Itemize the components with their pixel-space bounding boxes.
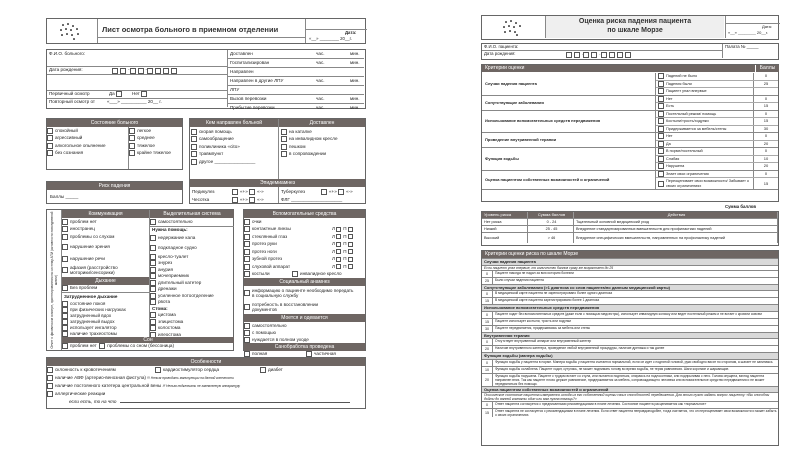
- option-score: 0: [753, 73, 778, 80]
- breathing-title: Дыхание: [62, 277, 149, 285]
- checkbox[interactable]: [658, 133, 664, 139]
- flg-field[interactable]: ФЛГ ____________________: [281, 197, 343, 202]
- morse-score: 0: [482, 291, 493, 297]
- communication-title: Коммуникация: [62, 210, 149, 218]
- aid-item[interactable]: очки: [244, 218, 365, 226]
- criteria-header: Критерии оценки: [482, 65, 755, 72]
- risk-table: [481, 211, 779, 246]
- aids-panel: [243, 209, 366, 357]
- logo-icon: [57, 22, 87, 40]
- criterion-name: Проведение внутривенной терапии: [482, 133, 656, 147]
- morse-row: [482, 373, 778, 386]
- criterion-option[interactable]: [656, 118, 778, 126]
- option-score: 15: [753, 103, 778, 110]
- pediculosis-row: Педикулез «+» «-»: [192, 189, 264, 195]
- morse-score: 0: [482, 271, 493, 277]
- risk-cell: > 46: [528, 233, 574, 243]
- referral-panel: [189, 118, 366, 204]
- checkbox-item[interactable]: рвота: [150, 299, 234, 306]
- checkbox-item[interactable]: склонность к кровотечениям: [47, 367, 116, 373]
- checkbox[interactable]: [658, 163, 664, 169]
- checkbox-item[interactable]: нарушение зрения: [62, 241, 149, 254]
- morse-description: В медицинской карте пациента не зарегистрировано более одного диагноза: [495, 291, 613, 295]
- checkbox-item[interactable]: подкладное судно: [150, 242, 234, 254]
- option-label: Падений не было: [666, 74, 698, 78]
- checkbox-item[interactable]: проблемы со сном (бессоница): [99, 343, 174, 349]
- delivered-title: Доставлен: [279, 119, 365, 127]
- checkbox-item[interactable]: анурия: [150, 267, 234, 274]
- risk-column-header: Действия: [574, 212, 778, 218]
- option-score: 20: [753, 163, 778, 170]
- features-panel: [46, 357, 366, 409]
- morse-score: 25: [482, 278, 493, 284]
- checkbox-item[interactable]: с помощью: [244, 329, 365, 336]
- social-title: Социальный анамнез: [244, 278, 365, 286]
- option-label: Есть: [666, 104, 675, 108]
- criteria-body: [482, 73, 778, 190]
- checkbox-item[interactable]: алкогольное опьянение: [47, 142, 127, 150]
- morse-section-title: Случаи падения пациента: [482, 258, 778, 265]
- morse-score: 0: [482, 312, 493, 318]
- checkbox-item[interactable]: частичная: [306, 351, 336, 357]
- checkbox-item[interactable]: затрудненный выдох: [62, 319, 149, 325]
- morse-score: 0: [482, 402, 493, 408]
- difficult-breathing-label: Затрудненное дыхание: [64, 293, 118, 299]
- checkbox-item[interactable]: поликлиника «cito»: [191, 143, 255, 151]
- checkbox-item[interactable]: самостоятельно: [244, 322, 365, 329]
- criterion-option[interactable]: [656, 126, 778, 133]
- morse-row: [482, 366, 778, 373]
- option-score: 0: [753, 133, 778, 140]
- option-score: 15: [753, 178, 778, 189]
- criterion-name: Случаи падения пациента: [482, 73, 656, 95]
- morse-title: Критерии оценки риска по шкале Морзе: [482, 251, 778, 258]
- risk-column-header: Сумма баллов: [528, 212, 574, 218]
- criterion-name: Использование вспомогательных средств передвижения: [482, 111, 656, 133]
- logo-icon: [500, 19, 530, 37]
- option-score: 20: [753, 141, 778, 148]
- option-score: 30: [753, 126, 778, 133]
- checkbox[interactable]: [658, 103, 664, 109]
- checkbox-item[interactable]: длительный катетер: [150, 280, 234, 287]
- morse-section-title: Использование вспомогательных средств передвижения: [482, 304, 778, 311]
- right-date-label: Дата:: [762, 24, 772, 29]
- option-score: 0: [753, 148, 778, 155]
- morse-description: Были случаи падения пациента: [495, 277, 544, 282]
- checkbox-item[interactable]: проблемы со слухом: [62, 233, 149, 241]
- checkbox-item[interactable]: использует ингалятор: [62, 325, 149, 331]
- checkbox[interactable]: [658, 171, 664, 177]
- morse-description: Функция ходьбы нарушена. Пациент с трудом встает со стула, или пытается подняться, опираясь на подлокотники, или подпрыгивая с него. Голова опущена, взгляд пациента направлен вниз. Так как пациент плохо держит равновесие, придерживается за мебель, сопровождающего человека или вспомогательное средство передвижения и не может передвигаться без помощи.: [495, 373, 765, 386]
- left-date-field[interactable]: «__» ________ 20__г.: [309, 36, 352, 41]
- left-form: [46, 14, 366, 454]
- option-score: 0: [753, 96, 778, 103]
- checkbox-item[interactable]: при физических нагрузках: [62, 307, 149, 313]
- morse-row: [482, 325, 778, 332]
- morse-section-title: Оценка пациентом собственных возможностей и ограничений: [482, 386, 778, 393]
- option-label: Постельный режим/ помощь: [666, 111, 717, 116]
- checkbox-item[interactable]: агрессивный: [47, 135, 127, 143]
- checkbox[interactable]: [658, 148, 664, 154]
- primary-exam-label: Первичный осмотр: [49, 91, 90, 96]
- transport-table: [228, 50, 364, 112]
- morse-row: [482, 345, 778, 352]
- option-label: Слабая: [666, 156, 680, 161]
- morse-description: Ответ пациента согласуется с предписанными рекомендациями в плане лечения. Состояние пациента расценивается как «нормальное»: [495, 402, 707, 406]
- option-label: Знает свои ограничения: [666, 171, 709, 176]
- birth-date-boxes[interactable]: [112, 67, 179, 74]
- left-date-label: Дата:: [345, 30, 357, 35]
- option-label: Падения были: [666, 81, 692, 86]
- criterion-name: Функция ходьбы: [482, 148, 656, 170]
- morse-section-note: Если пациент упал впервые, то количество баллов сразу же возрастает до 25: [482, 265, 778, 270]
- morse-description: Пациент никогда не падал за всю историю болезни: [495, 270, 574, 275]
- morse-row: [482, 401, 778, 408]
- criterion-group: [482, 171, 778, 191]
- morse-row: [482, 359, 778, 366]
- risk-cell: Высокий: [482, 233, 528, 243]
- checkbox[interactable]: [658, 141, 664, 147]
- morse-section-title: Внутривенная терапия: [482, 332, 778, 339]
- checkbox-item[interactable]: затрудненный вдох: [62, 313, 149, 319]
- condition-panel: [46, 118, 183, 170]
- morse-score: 20: [482, 346, 493, 352]
- sleep-title: Сон: [62, 337, 234, 343]
- option-score: 0: [753, 171, 778, 178]
- logo-cell: [47, 19, 98, 43]
- criterion-name: Сопутствующие заболевания: [482, 96, 656, 110]
- checkbox[interactable]: [658, 73, 664, 79]
- checkbox[interactable]: [658, 96, 664, 102]
- checkbox-item[interactable]: колостома: [150, 325, 234, 332]
- morse-row: [482, 290, 778, 297]
- criterion-option[interactable]: [656, 111, 778, 119]
- morse-detail: [481, 250, 779, 446]
- checkbox-item[interactable]: наличие трахеостомы: [62, 331, 149, 337]
- sum-label: Сумма баллов: [725, 204, 757, 209]
- aid-item[interactable]: костыли инвалидное кресло: [244, 271, 365, 279]
- risk-cell: Нет риска: [482, 219, 528, 225]
- checkbox-item[interactable]: афазия (расстройство моторики/сенсорики): [62, 264, 149, 277]
- aid-item[interactable]: слуховой аппарат Л П: [244, 263, 365, 271]
- checkbox-item[interactable]: илеостома: [150, 332, 234, 339]
- tuberculosis-row: Туберкулез «+» «-»: [281, 189, 353, 195]
- allergy-field[interactable]: если есть, то на что: [47, 398, 365, 406]
- morse-description: Функция ходьбы у пациента в норме. Манера ходьбы у пациента считается нормальной, если он идет с поднятой головой, руки свободно висят по сторонам, а шагает не запинаясь: [495, 359, 773, 364]
- criterion-group: [482, 73, 778, 96]
- morse-score: 15: [482, 409, 493, 417]
- checkbox[interactable]: [658, 156, 664, 162]
- fall-risk-score[interactable]: Баллы _____: [50, 194, 79, 199]
- checkbox-item[interactable]: дренажи: [150, 286, 234, 293]
- checkbox-item[interactable]: эпицистома: [150, 319, 234, 326]
- repeat-exam-date[interactable]: «___» __________ 20__ г.: [107, 99, 162, 104]
- morse-body: [482, 258, 778, 417]
- checkbox-item[interactable]: на каталке: [281, 128, 338, 136]
- criterion-option[interactable]: [656, 81, 778, 89]
- checkbox-item[interactable]: без сознания: [47, 150, 127, 158]
- checkbox[interactable]: [658, 81, 664, 87]
- right-patient-block: [481, 43, 779, 60]
- side-label: Отчет о физическом осмотре, ориентированном на систему АПИ (активности повседневной жизни): [47, 210, 62, 350]
- transport-row: Доставлен час. мин.: [228, 50, 364, 59]
- checkbox-item[interactable]: самообращение: [191, 136, 255, 144]
- checkbox-item[interactable]: кресло-туалет: [150, 254, 234, 261]
- checkbox-item[interactable]: нуждается в полном уходе: [244, 336, 365, 343]
- risk-row: [482, 232, 778, 243]
- morse-section-note: Психическое состояние пациента измеряется исходя из его собственной оценки своих способностей передвижения. Для этого нужно задать вопрос пациенту: «Вы способны дойти до ванной комнаты один или вам нужна помощь?»: [482, 392, 778, 401]
- criterion-option[interactable]: [656, 88, 778, 95]
- morse-description: Пациент передвигается, придерживаясь за мебель или стены: [495, 325, 591, 330]
- washing-title: Моется и одевается: [244, 314, 365, 322]
- risk-column-header: Уровень риска: [482, 212, 528, 218]
- risk-cell: 0 - 24: [528, 219, 574, 225]
- checkbox-item[interactable]: проблем нет: [62, 218, 149, 226]
- option-score: 10: [753, 156, 778, 163]
- checkbox-item[interactable]: диабет: [260, 367, 283, 373]
- morse-section-title: Сопутствующие заболевания (>1 диагноза со слов пациента/по данным медицинской карты): [482, 284, 778, 291]
- checkbox-item[interactable]: потребность в восстановлении документов: [244, 300, 365, 314]
- checkbox-item[interactable]: легкое: [129, 127, 171, 135]
- checkbox-item[interactable]: Без проблем: [62, 285, 149, 294]
- stoma-label: Стома:: [152, 305, 168, 311]
- right-birth-label: Дата рождения:: [484, 51, 516, 56]
- criterion-option[interactable]: [656, 148, 778, 156]
- morse-score: 15: [482, 298, 493, 304]
- aids-title: Вспомогательные средства: [244, 210, 365, 218]
- option-label: Нет: [666, 134, 673, 138]
- morse-row: [482, 338, 778, 345]
- checkbox[interactable]: [658, 181, 664, 187]
- ward-field[interactable]: Палата № _____: [725, 44, 759, 49]
- fio-label: Ф.И.О. больного:: [49, 51, 86, 56]
- aid-item[interactable]: протез руки Л П: [244, 241, 365, 249]
- transport-row: Направлен: [228, 68, 364, 77]
- right-header: [481, 15, 779, 40]
- checkbox-item[interactable]: усиленное потоотделение: [150, 293, 234, 300]
- left-title: Лист осмотра больного в приемном отделении: [102, 25, 279, 34]
- option-label: Пациент упал впервые: [666, 89, 707, 93]
- transport-row: Вызов перевозки час. мин.: [228, 95, 364, 104]
- morse-row: [482, 408, 778, 417]
- help-label: Нужна помощь:: [152, 227, 188, 233]
- aid-item[interactable]: стеклянный глаз Л П: [244, 233, 365, 241]
- risk-cell: 25 - 45: [528, 226, 574, 232]
- checkbox-item[interactable]: среднее: [129, 135, 171, 143]
- checkbox-item[interactable]: спокойный: [47, 127, 127, 135]
- option-label: Придерживается за мебель/стены: [666, 126, 727, 131]
- checkbox-item[interactable]: энурез: [150, 260, 234, 267]
- option-score: 15: [753, 118, 778, 125]
- risk-cell: Низкий: [482, 226, 528, 232]
- checkbox-item[interactable]: информацию о пациенте необходимо передать в социальную службу: [244, 286, 365, 300]
- transport-row: ЛПУ: [228, 86, 364, 95]
- patient-block: [46, 49, 366, 109]
- criterion-option[interactable]: [656, 133, 778, 141]
- criterion-option[interactable]: [656, 103, 778, 110]
- criterion-option[interactable]: [656, 96, 778, 104]
- risk-table-body: [482, 212, 778, 243]
- features-title: Особенности: [47, 358, 365, 366]
- score-header: Баллы: [756, 65, 779, 72]
- checkbox-item[interactable]: иностранец: [62, 226, 149, 234]
- morse-description: Функция ходьбы ослаблена. Пациент ходит, сутулясь, не может поднимать голову во время ходьбы, не теряя равновесия. Шаги короткие и шаркающие.: [495, 366, 730, 371]
- checkbox-item[interactable]: кардиостимулятор сердца: [155, 367, 219, 373]
- criteria-table: [481, 64, 779, 202]
- criterion-option[interactable]: [656, 156, 778, 164]
- checkbox-item[interactable]: другое ________________: [191, 158, 255, 166]
- morse-description: Наличие внутривенного катетера, проведение любой внутривенной процедуры, наличие дренажа и так далее: [495, 346, 665, 350]
- morse-row: [482, 311, 778, 318]
- checkbox-item[interactable]: нарушение речи: [62, 254, 149, 264]
- criterion-option[interactable]: [656, 73, 778, 81]
- primary-no[interactable]: Нет: [132, 91, 149, 97]
- transport-row: Прибытие перевозки час. мин.: [230, 105, 360, 110]
- option-label: Костыли/трость/ходунки: [666, 119, 709, 123]
- criterion-name: Оценка пациентом собственных возможностей и ограничений: [482, 171, 656, 190]
- right-form: [481, 14, 779, 454]
- morse-description: Пациент использует костыли, трость или ходунки: [495, 318, 571, 323]
- checkbox[interactable]: [658, 111, 664, 117]
- morse-score: 15: [482, 319, 493, 325]
- morse-score: 0: [482, 360, 493, 366]
- morse-score: 10: [482, 367, 493, 373]
- option-score: 25: [753, 81, 778, 88]
- fall-risk-title: Риск падения: [47, 182, 182, 190]
- condition-title: Состояние больного: [47, 119, 182, 127]
- criterion-group: [482, 111, 778, 134]
- morse-row: [482, 270, 778, 277]
- epidemic-title: Эпидемиамнез: [190, 179, 365, 187]
- morse-score: 30: [482, 326, 493, 332]
- morse-row: [482, 297, 778, 304]
- right-title-line2: по шкале Морзе: [607, 27, 663, 34]
- checkbox-item[interactable]: недержание кала: [150, 234, 234, 242]
- primary-yes[interactable]: Да: [109, 91, 124, 97]
- right-title-line1: Оценка риска падения пациента: [578, 18, 692, 25]
- morse-row: [482, 318, 778, 325]
- checkbox-item[interactable]: на инвалидном кресле: [281, 136, 338, 144]
- criterion-option[interactable]: [656, 171, 778, 179]
- checkbox[interactable]: [658, 118, 664, 124]
- morse-score: 20: [482, 374, 493, 386]
- morse-description: Ответ пациента не согласуется с рекомендациями в плане лечения. Если ответ пациента неправдоподобен, тогда считается, что он переоценивает свои возможности и может забыть о своих ограничениях.: [495, 409, 777, 417]
- morse-description: Пациент ходит без вспомогательных средств (даже если с помощью медсестры), использует инвалидную коляску или ведет постельный режим и не встает с кровати совсем: [495, 311, 762, 316]
- checkbox-item[interactable]: состояние покоя: [62, 301, 149, 307]
- criterion-option[interactable]: [656, 163, 778, 170]
- checkbox[interactable]: [658, 126, 664, 132]
- option-label: Да: [666, 141, 671, 146]
- checkbox-item[interactable]: проблем нет: [62, 343, 97, 349]
- criterion-option[interactable]: [656, 178, 778, 189]
- aid-item[interactable]: контактные линзы Л П: [244, 226, 365, 234]
- excretory-title: Выделительная система: [150, 210, 234, 218]
- checkbox-item[interactable]: в сопровождении: [281, 151, 338, 159]
- risk-cell: Внедрение специфических вмешательств, направленных на профилактику падений: [574, 233, 778, 243]
- morse-row: [482, 277, 778, 284]
- right-fio-label: Ф.И.О. пациента:: [484, 44, 519, 49]
- risk-cell: Внедрение стандартизированных вмешательств для профилактики падений: [574, 226, 778, 232]
- risk-cell: Тщательный основной медицинский уход: [574, 219, 778, 225]
- checkbox-item[interactable]: наличие постоянного катетера центральной вены !!! Нельзя подключать не заземленную аппаратуру: [47, 382, 365, 390]
- checkbox-item[interactable]: полная: [244, 351, 267, 357]
- checkbox-item[interactable]: крайне тяжелое: [129, 150, 171, 158]
- transport-row: Госпитализирован час. мин.: [228, 59, 364, 68]
- checkbox[interactable]: [658, 88, 664, 94]
- option-label: Нет: [666, 96, 673, 101]
- referred-by-title: Кем направлен больной: [190, 119, 278, 127]
- checkbox-item[interactable]: мочеприемник: [150, 273, 234, 280]
- criterion-option[interactable]: [656, 141, 778, 148]
- option-label: Нарушена: [666, 164, 685, 168]
- option-score: 0: [753, 111, 778, 118]
- aid-item[interactable]: протез ноги Л П: [244, 248, 365, 256]
- morse-score: 0: [482, 339, 493, 345]
- criterion-group: [482, 148, 778, 171]
- repeat-exam-label: Повторный осмотр от: [49, 99, 95, 104]
- checkbox-item[interactable]: пешком: [281, 143, 338, 151]
- right-date-field[interactable]: «__» ________ 20__г.: [728, 30, 768, 35]
- scabies-row: Чесотка «+» «-»: [192, 197, 264, 203]
- criterion-group: [482, 133, 778, 148]
- option-label: В норме/постельный: [666, 149, 703, 153]
- aid-item[interactable]: зубной протез Л П: [244, 256, 365, 264]
- checkbox-item[interactable]: самостоятельно: [150, 218, 234, 227]
- morse-description: Отсутствует внутривенный аппарат или внутривенный катетер: [495, 339, 592, 343]
- criterion-group: [482, 96, 778, 111]
- checkbox-item[interactable]: цистома: [150, 312, 234, 319]
- adl-panel: [46, 209, 234, 351]
- transport-row: Направлен в другие ЛПУ час. мин.: [228, 77, 364, 86]
- checkbox-item[interactable]: аллергические реакции: [47, 390, 365, 398]
- checkbox-item[interactable]: наличие АВФ (артерио-венозная фистула) !!! Нельзя проводить манипуляции на данной конечности: [47, 374, 365, 382]
- birth-label: Дата рождения:: [49, 67, 83, 72]
- sanitation-title: Санобработка проведена: [244, 343, 365, 351]
- checkbox-item[interactable]: скорая помощь: [191, 128, 255, 136]
- risk-row: [482, 225, 778, 232]
- checkbox-item[interactable]: травмпункт: [191, 151, 255, 159]
- risk-row: [482, 218, 778, 225]
- right-birth-boxes[interactable]: [566, 51, 633, 58]
- fall-risk-panel: [46, 181, 183, 204]
- option-label: Переоценивает свои возможности/ Забывает о своих ограничениях: [666, 179, 750, 188]
- morse-description: В медицинской карте пациента зарегистрировано более 1 диагноза: [495, 298, 600, 302]
- option-score: [753, 88, 778, 95]
- left-header: [46, 18, 366, 44]
- checkbox-item[interactable]: тяжелое: [129, 142, 171, 150]
- morse-section-title: Функция ходьбы (манера ходьбы): [482, 352, 778, 359]
